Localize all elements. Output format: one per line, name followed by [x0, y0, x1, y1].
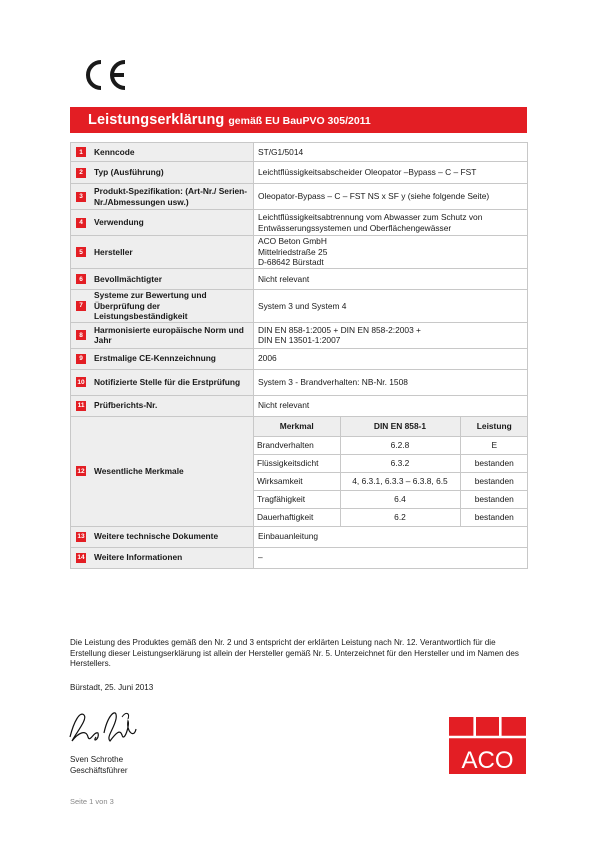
- characteristic-name: Flüssigkeitsdicht: [254, 454, 340, 472]
- item-value: DIN EN 858-1:2005 + DIN EN 858-2:2003 + DIN EN 13501-1:2007: [254, 322, 528, 348]
- item-number-badge: 13: [77, 533, 85, 540]
- item-value: System 3 - Brandverhalten: NB-Nr. 1508: [254, 369, 528, 395]
- row-label: [71, 416, 254, 526]
- item-number-badge: 10: [77, 378, 85, 386]
- row-label: [71, 369, 254, 395]
- performance-value: bestanden: [460, 490, 528, 508]
- item-number-badge: 9: [76, 354, 86, 364]
- row-label: [71, 526, 254, 547]
- item-number-badge: 5: [76, 247, 86, 257]
- item-label: Produkt-Spezifikation: (Art-Nr./ Serien-Nr./Abmessungen usw.): [94, 186, 248, 207]
- characteristic-name: Brandverhalten: [254, 436, 340, 454]
- item-value: 2006: [254, 348, 528, 369]
- item-value: Einbauanleitung: [254, 526, 528, 547]
- item-label: Kenncode: [94, 146, 135, 157]
- row-label: [71, 547, 254, 568]
- place-date: Bürstadt, 25. Juni 2013: [70, 683, 154, 692]
- declaration-table: [70, 142, 528, 569]
- item-value: System 3 und System 4: [254, 290, 528, 323]
- row-label: [71, 290, 254, 323]
- ce-mark-logo: [82, 58, 130, 92]
- row-label: [71, 269, 254, 290]
- characteristic-name: Dauerhaftigkeit: [257, 512, 314, 522]
- table-row: [71, 184, 528, 210]
- item-label: Systeme zur Bewertung und Überprüfung der Leistungsbeständigkeit: [94, 290, 207, 321]
- item-number-badge: 6: [76, 274, 86, 284]
- characteristic-name: Tragfähigkeit: [254, 490, 340, 508]
- title-banner: [70, 107, 527, 133]
- table-row: [71, 269, 528, 290]
- norm-clause: 6.2: [340, 508, 460, 526]
- item-value: ST/G1/5014: [254, 143, 528, 162]
- item-value: ACO Beton GmbH Mittelriedstraße 25 D-68642 Bürstadt: [254, 236, 528, 269]
- signer-name: Sven Schrothe: [70, 755, 124, 764]
- item-number-badge: 7: [76, 301, 86, 311]
- item-number-badge: 14: [77, 554, 85, 561]
- row-label: [71, 143, 254, 162]
- item-value: Leichtflüssigkeitsabscheider Oleopator –Bypass – C – FST: [254, 162, 528, 184]
- item-value: Leichtflüssigkeitsabtrennung vom Abwasser zum Schutz von Entwässerungssystemen und Oberflächengewässer: [254, 210, 528, 236]
- performance-value: E: [460, 436, 528, 454]
- column-header: DIN EN 858-1: [340, 417, 460, 437]
- item-value: Nicht relevant: [254, 269, 528, 290]
- item-label: Weitere Informationen: [94, 552, 183, 563]
- row-label: [71, 162, 254, 184]
- row-label: [71, 395, 254, 416]
- column-header: Merkmal: [254, 417, 340, 437]
- item-number-badge: 4: [76, 218, 86, 228]
- item-value: Nicht relevant: [254, 395, 528, 416]
- characteristic-row: [254, 436, 528, 454]
- table-row: [71, 526, 528, 547]
- characteristics-header: [254, 417, 528, 437]
- row-label: [71, 210, 254, 236]
- table-row: [71, 143, 528, 162]
- item-label: Hersteller: [94, 246, 133, 257]
- document-title: Leistungserklärung: [88, 112, 225, 128]
- norm-clause: 6.3.2: [340, 454, 460, 472]
- item-number-badge: 11: [77, 402, 85, 409]
- characteristic-row: [254, 490, 528, 508]
- row-label: [71, 184, 254, 210]
- responsibility-statement: Die Leistung des Produktes gemäß den Nr. 2 und 3 entspricht der erklärten Leistung nach Nr. 12. Verantwortlich für die Erstellung dieser Leistungserklärung ist allein der Hersteller gemäß Nr. 5. Unterzeichnet für den Hersteller und im Namen des Herstellers.: [70, 638, 519, 669]
- table-row: [71, 369, 528, 395]
- row-label: [71, 348, 254, 369]
- characteristics-table: [254, 417, 528, 526]
- row-label: [71, 322, 254, 348]
- item-number-badge: 3: [76, 192, 86, 202]
- item-value: Oleopator-Bypass – C – FST NS x SF y (siehe folgende Seite): [254, 184, 528, 210]
- table-row: [71, 348, 528, 369]
- item-label: Wesentliche Merkmale: [94, 465, 184, 476]
- signer-block: [70, 755, 128, 776]
- item-number-badge: 1: [76, 147, 86, 157]
- performance-value: bestanden: [460, 508, 528, 526]
- characteristic-name: Wirksamkeit: [254, 472, 340, 490]
- item-number-badge: 2: [76, 168, 86, 178]
- table-row: [71, 290, 528, 323]
- table-row: [71, 162, 528, 184]
- norm-clause: 4, 6.3.1, 6.3.3 – 6.3.8, 6.5: [340, 472, 460, 490]
- table-row: [71, 547, 528, 568]
- aco-logo: [449, 717, 526, 774]
- item-number-badge: 12: [77, 467, 85, 475]
- characteristics-cell: [254, 416, 528, 526]
- norm-clause: 6.4: [340, 490, 460, 508]
- characteristic-row: [254, 472, 528, 490]
- document-subtitle: gemäß EU BauPVO 305/2011: [228, 115, 371, 127]
- item-label: Prüfberichts-Nr.: [94, 400, 158, 411]
- item-label: Typ (Ausführung): [94, 167, 164, 178]
- table-row: [71, 210, 528, 236]
- item-label: Weitere technische Dokumente: [94, 531, 219, 542]
- characteristic-row: [254, 454, 528, 472]
- table-row: [71, 322, 528, 348]
- aco-logo-text: ACO: [461, 747, 514, 774]
- signer-title: Geschäftsführer: [70, 765, 128, 775]
- table-row: [71, 236, 528, 269]
- row-label: [71, 236, 254, 269]
- table-row: [71, 395, 528, 416]
- column-header: Leistung: [460, 417, 528, 437]
- performance-value: bestanden: [460, 454, 528, 472]
- item-number-badge: 8: [76, 330, 86, 340]
- item-value: –: [254, 547, 528, 568]
- handwritten-signature: [64, 703, 144, 749]
- item-label: Erstmalige CE-Kennzeichnung: [94, 353, 216, 364]
- norm-clause: 6.2.8: [340, 436, 460, 454]
- item-label: Notifizierte Stelle für die Erstprüfung: [94, 376, 241, 387]
- page-number: Seite 1 von 3: [70, 797, 114, 806]
- characteristic-row: [254, 508, 528, 526]
- table-row-essential-characteristics: [71, 416, 528, 526]
- item-label: Harmonisierte europäische Norm und Jahr: [94, 324, 244, 345]
- performance-value: bestanden: [460, 472, 528, 490]
- item-label: Verwendung: [94, 217, 144, 228]
- item-label: Bevollmächtigter: [94, 273, 162, 284]
